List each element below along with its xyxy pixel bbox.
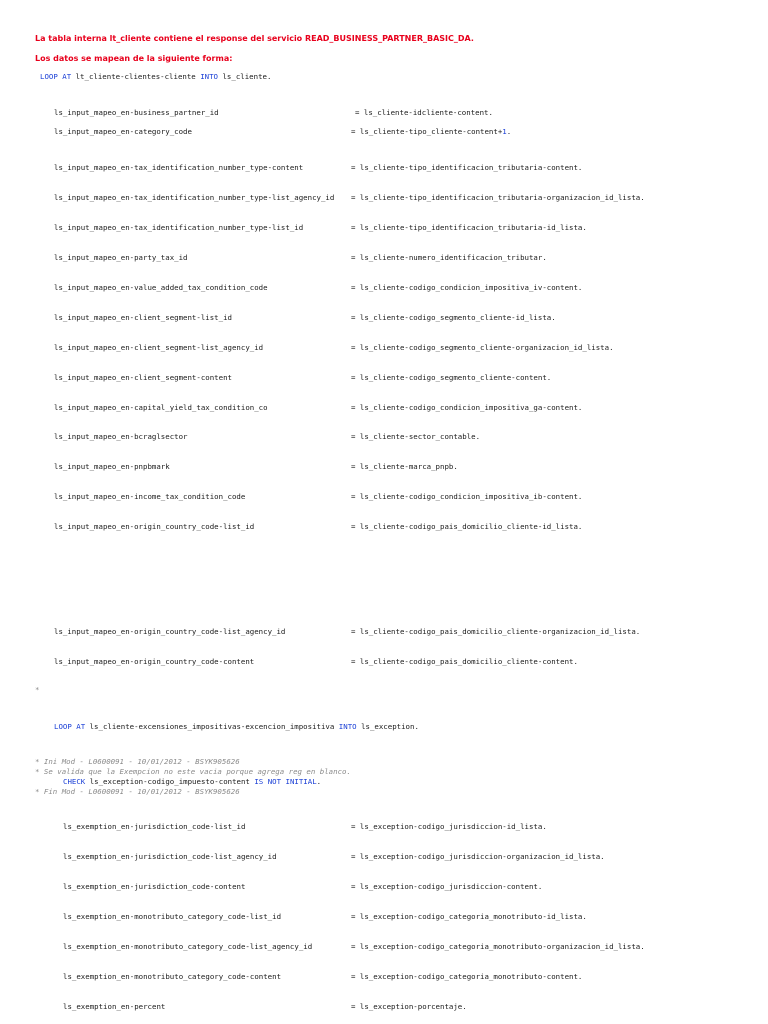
mapping-lhs: ls_input_mapeo_en-income_tax_condition_code: [54, 492, 246, 501]
mapping-lhs: ls_input_mapeo_en-value_added_tax_condition_code: [54, 283, 268, 292]
mapping-rhs: = ls_cliente-idcliente-content.: [355, 108, 493, 117]
loop-cliente-statement: [40, 72, 271, 82]
mapping-lhs: ls_input_mapeo_en-party_tax_id: [54, 253, 188, 262]
exemption-lhs: ls_exemption_en-jurisdiction_code-list_id: [63, 822, 246, 831]
mapping-rhs: = ls_cliente-tipo_identificacion_tributaria-content.: [351, 163, 583, 172]
keyword-is-not-initial: IS NOT INITIAL: [254, 777, 317, 786]
intro-heading: La tabla interna lt_cliente contiene el response del servicio READ_BUSINESS_PARTNER_BASIC_DA.: [35, 34, 474, 43]
exemption-rhs: = ls_exception-codigo_categoria_monotributo-id_lista.: [351, 912, 587, 921]
mapping-lhs: ls_input_mapeo_en-bcraglsector: [54, 432, 188, 441]
mapping-rhs: = ls_cliente-sector_contable.: [351, 432, 481, 441]
mapping-lhs: ls_input_mapeo_en-category_code: [54, 127, 192, 136]
mapping-rhs: = ls_cliente-tipo_identificacion_tributaria-id_lista.: [351, 223, 587, 232]
mapping-lhs: ls_input_mapeo_en-origin_country_code-list_id: [54, 522, 255, 531]
exemption-rhs: = ls_exception-porcentaje.: [351, 1002, 467, 1011]
mapping-rhs: = ls_cliente-codigo_pais_domicilio_cliente-organizacion_id_lista.: [351, 627, 641, 636]
exemption-lhs: ls_exemption_en-monotributo_category_code-list_agency_id: [63, 942, 313, 951]
keyword-into: INTO: [200, 72, 219, 81]
mapping-lhs: ls_input_mapeo_en-tax_identification_number_type-list_id: [54, 223, 304, 232]
numeric-literal: 1: [502, 127, 507, 136]
exemption-lhs: ls_exemption_en-percent: [63, 1002, 166, 1011]
loop-target: ls_cliente.: [222, 72, 272, 81]
keyword-loop-at: LOOP AT: [40, 72, 72, 81]
mapping-rhs: = ls_cliente-codigo_segmento_cliente-content.: [351, 373, 552, 382]
mapping-rhs: = ls_cliente-codigo_condicion_impositiva_iv-content.: [351, 283, 583, 292]
mapping-rhs: = ls_cliente-tipo_cliente-content+1.: [351, 127, 512, 136]
exemption-rhs: = ls_exception-codigo_categoria_monotributo-organizacion_id_lista.: [351, 942, 645, 951]
mapping-lhs: ls_input_mapeo_en-origin_country_code-list_agency_id: [54, 627, 286, 636]
mapping-heading: Los datos se mapean de la siguiente forma:: [35, 54, 233, 63]
keyword-loop-at: LOOP AT: [54, 722, 86, 731]
exemption-lhs: ls_exemption_en-monotributo_category_code-content: [63, 972, 282, 981]
comment-ini-mod: * Ini Mod - L0600091 - 10/01/2012 - BSYK905626: [35, 757, 240, 766]
mapping-rhs: = ls_cliente-codigo_condicion_impositiva_ib-content.: [351, 492, 583, 501]
keyword-check: CHECK: [63, 777, 86, 786]
comment-validation-note: * Se valida que la Exempcion no este vacia porque agrega reg en blanco.: [35, 767, 351, 776]
exemption-rhs: = ls_exception-codigo_categoria_monotributo-content.: [351, 972, 583, 981]
loop-table: ls_cliente-excensiones_impositivas-excencion_impositiva: [89, 722, 335, 731]
mapping-rhs: = ls_cliente-codigo_segmento_cliente-id_lista.: [351, 313, 556, 322]
mapping-lhs: ls_input_mapeo_en-client_segment-list_agency_id: [54, 343, 264, 352]
loop-exception-statement: [54, 722, 419, 732]
exemption-rhs: = ls_exception-codigo_jurisdiccion-organizacion_id_lista.: [351, 852, 605, 861]
mapping-lhs: ls_input_mapeo_en-capital_yield_tax_condition_co: [54, 403, 268, 412]
exemption-lhs: ls_exemption_en-jurisdiction_code-content: [63, 882, 246, 891]
mapping-lhs: ls_input_mapeo_en-tax_identification_number_type-content: [54, 163, 304, 172]
mapping-rhs: = ls_cliente-numero_identificacion_tributar.: [351, 253, 547, 262]
exemption-rhs: = ls_exception-codigo_jurisdiccion-id_lista.: [351, 822, 547, 831]
mapping-lhs: ls_input_mapeo_en-tax_identification_number_type-list_agency_id: [54, 193, 335, 202]
keyword-into: INTO: [338, 722, 357, 731]
mapping-rhs: = ls_cliente-codigo_pais_domicilio_cliente-id_lista.: [351, 522, 583, 531]
check-statement: CHECK ls_exception-codigo_impuesto-content IS NOT INITIAL.: [63, 777, 322, 786]
loop-target: ls_exception.: [361, 722, 419, 731]
mapping-lhs: ls_input_mapeo_en-pnpbmark: [54, 462, 170, 471]
mapping-rhs: = ls_cliente-codigo_segmento_cliente-organizacion_id_lista.: [351, 343, 614, 352]
mapping-rhs: = ls_cliente-marca_pnpb.: [351, 462, 458, 471]
mapping-lhs: ls_input_mapeo_en-business_partner_id: [54, 108, 219, 117]
mapping-rhs: = ls_cliente-tipo_identificacion_tributaria-organizacion_id_lista.: [351, 193, 645, 202]
mapping-lhs: ls_input_mapeo_en-client_segment-content: [54, 373, 232, 382]
comment-star: *: [35, 685, 40, 694]
check-field: ls_exception-codigo_impuesto-content: [89, 777, 250, 786]
mapping-lhs: ls_input_mapeo_en-origin_country_code-content: [54, 657, 255, 666]
exemption-lhs: ls_exemption_en-monotributo_category_code-list_id: [63, 912, 282, 921]
exemption-lhs: ls_exemption_en-jurisdiction_code-list_agency_id: [63, 852, 277, 861]
mapping-lhs: ls_input_mapeo_en-client_segment-list_id: [54, 313, 232, 322]
loop-table: lt_cliente-clientes-cliente: [75, 72, 196, 81]
mapping-rhs: = ls_cliente-codigo_pais_domicilio_cliente-content.: [351, 657, 578, 666]
comment-fin-mod: * Fin Mod - L0600091 - 10/01/2012 - BSYK905626: [35, 787, 240, 796]
mapping-rhs: = ls_cliente-codigo_condicion_impositiva_ga-content.: [351, 403, 583, 412]
exemption-rhs: = ls_exception-codigo_jurisdiccion-content.: [351, 882, 543, 891]
